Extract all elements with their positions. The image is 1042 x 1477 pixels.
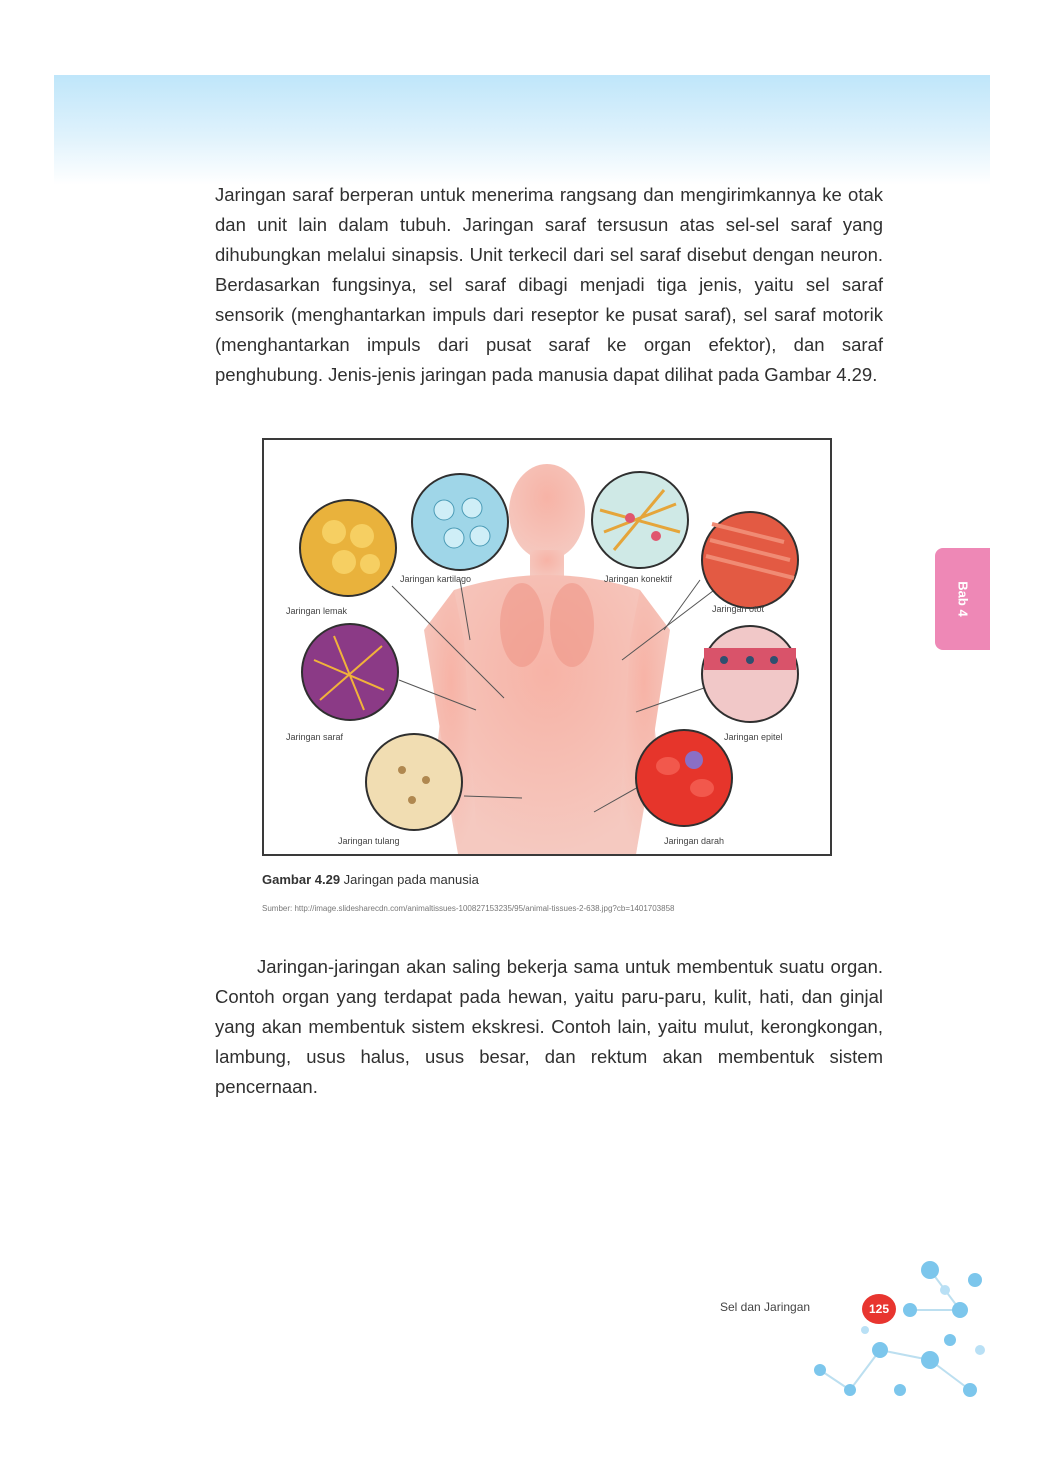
- label-tulang: Jaringan tulang: [338, 836, 400, 846]
- molecule-decoration: [790, 1250, 990, 1410]
- chapter-tab-label: Bab 4: [955, 581, 970, 617]
- label-konektif: Jaringan konektif: [604, 574, 673, 584]
- tissue-circle-epitel: [702, 626, 798, 722]
- footer-title: Sel dan Jaringan: [720, 1300, 811, 1314]
- label-lemak: Jaringan lemak: [286, 606, 348, 616]
- tissue-circle-darah: [636, 730, 732, 826]
- caption-text: Jaringan pada manusia: [343, 872, 479, 887]
- page-number: 125: [862, 1294, 896, 1324]
- label-kartilago: Jaringan kartilago: [400, 574, 472, 584]
- figure-source: Sumber: http://image.slidesharecdn.com/animaltissues-100827153235/95/animal-tissues-2-638.jpg?cb=1401703858: [262, 904, 675, 913]
- header-band: [54, 75, 990, 185]
- label-darah: Jaringan darah: [664, 836, 725, 846]
- chapter-tab: [935, 548, 990, 650]
- tissue-circle-saraf: [302, 624, 398, 720]
- tissue-circle-otot: [702, 512, 798, 608]
- paragraph-organs: Jaringan-jaringan akan saling bekerja sama untuk membentuk suatu organ. Contoh organ yang terdapat pada hewan, yaitu paru-paru, kulit, hati, dan ginjal yang akan membentuk sistem ekskresi. Contoh lain, yaitu mulut, kerongkongan, lambung, usus halus, usus besar, dan rektum akan membentuk sistem pencernaan.: [215, 956, 883, 1097]
- paragraph-intro: Jaringan saraf berperan untuk menerima rangsang dan mengirimkannya ke otak dan unit lain dalam tubuh. Jaringan saraf tersusun atas sel-sel saraf yang dihubungkan melalui sinapsis. Unit terkecil dari sel saraf disebut dengan neuron. Berdasarkan fungsinya, sel saraf dibagi menjadi tiga jenis, yaitu sel saraf sensorik (menghantarkan impuls dari reseptor ke pusat saraf), sel saraf motorik (menghantarkan impuls dari pusat saraf ke organ efektor), dan saraf penghubung. Jenis-jenis jaringan pada manusia dapat dilihat pada Gambar 4.29.: [215, 184, 883, 385]
- label-saraf: Jaringan saraf: [286, 732, 344, 742]
- tissue-circle-tulang: [366, 734, 462, 830]
- figure-caption: [262, 872, 479, 887]
- tissue-circle-kartilago: [412, 474, 508, 570]
- tissue-illustration: [264, 440, 830, 854]
- figure-tissues: [262, 438, 832, 856]
- tissue-circle-konektif: [592, 472, 688, 568]
- label-epitel: Jaringan epitel: [724, 732, 783, 742]
- tissue-circle-lemak: [300, 500, 396, 596]
- caption-number: Gambar 4.29: [262, 872, 341, 887]
- label-otot: Jaringan otot: [712, 604, 765, 614]
